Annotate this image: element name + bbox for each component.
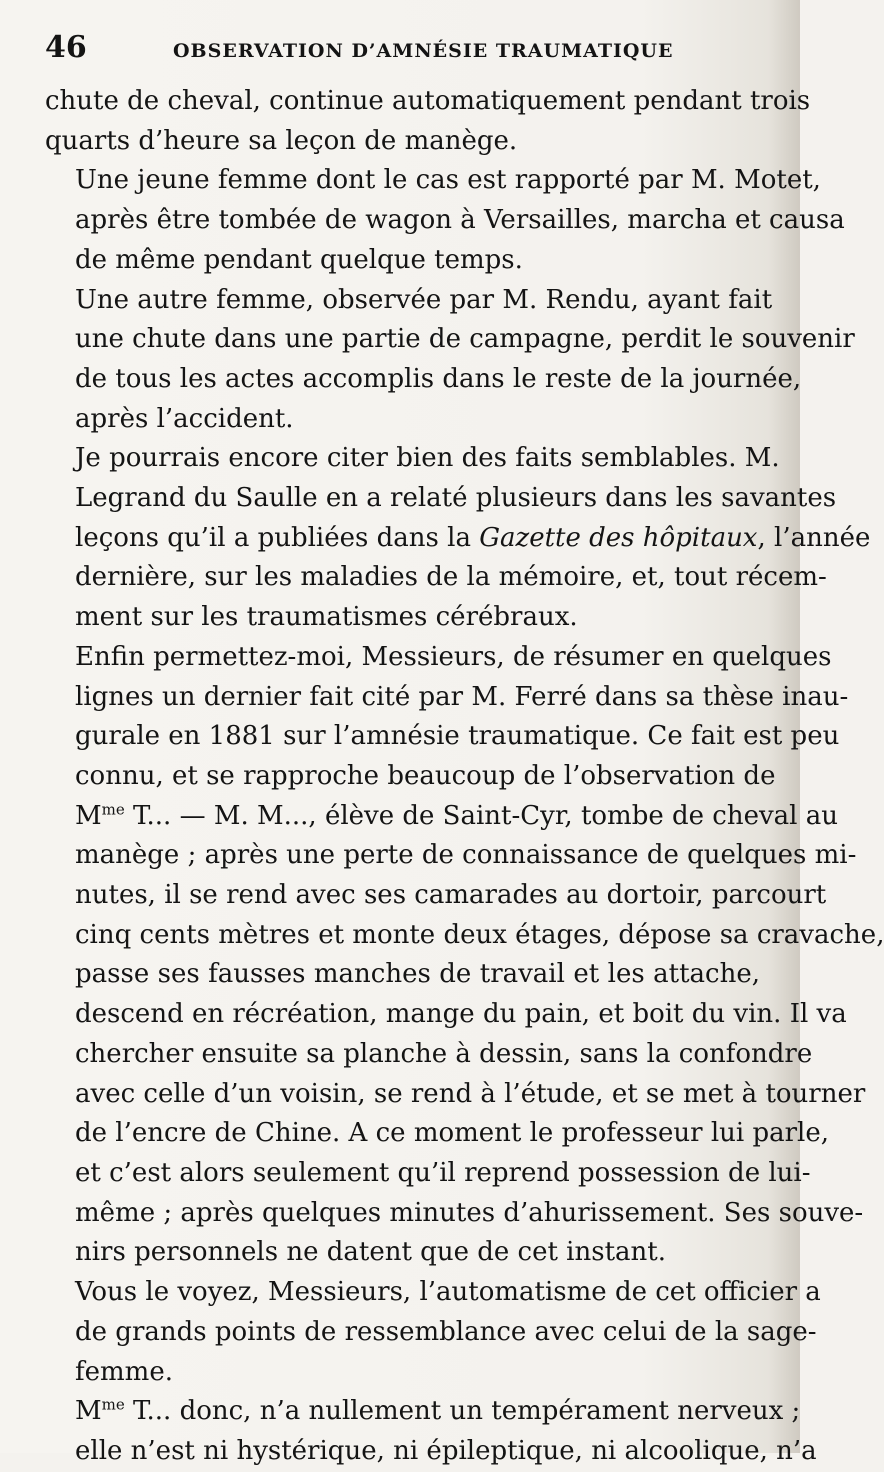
text-line: Une autre femme, observée par M. Rendu, ayant fait xyxy=(75,284,773,315)
text-line: après l’accident. xyxy=(75,403,294,434)
text-line: chercher ensuite sa planche à dessin, sans la confondre xyxy=(75,1038,813,1069)
text-line: Legrand du Saulle en a relaté plusieurs dans les savantes xyxy=(75,483,837,514)
text-line: dernière, sur les maladies de la mémoire, et, tout récem- xyxy=(75,562,827,593)
text-line: lignes un dernier fait cité par M. Ferré dans sa thèse inau- xyxy=(75,681,849,712)
text-line: Enfin permettez-moi, Messieurs, de résumer en quelques xyxy=(75,641,832,672)
text-line: de grands points de ressemblance avec celui de la sage- xyxy=(75,1316,817,1347)
text-line: après être tombée de wagon à Versailles, marcha et causa xyxy=(75,205,845,236)
paragraph xyxy=(45,638,884,1273)
text-line: de tous les actes accomplis dans le reste de la journée, xyxy=(75,363,802,394)
text-line: et c’est alors seulement qu’il reprend possession de lui- xyxy=(75,1157,811,1188)
text-line: elle n’est ni hystérique, ni épileptique, ni alcoolique, n’a xyxy=(75,1435,817,1466)
page-number: 46 xyxy=(45,30,87,65)
text-line: cinq cents mètres et monte deux étages, dépose sa cravache, xyxy=(75,919,884,950)
text-line: leçons qu’il a publiées dans la Gazette des hôpitaux, l’année xyxy=(75,522,871,553)
text-line: passe ses fausses manches de travail et les attache, xyxy=(75,959,760,990)
text-line: $M^{me}$ T... — M. M..., élève de Saint-Cyr, tombe de cheval au xyxy=(75,800,839,831)
paragraph xyxy=(45,1392,817,1471)
text-line: $M^{me}$ T... donc, n’a nullement un tempérament nerveux ; xyxy=(75,1395,801,1427)
text-line: même ; après quelques minutes d’ahurissement. Ses souve- xyxy=(75,1197,864,1228)
paragraph xyxy=(45,281,855,440)
text-line: Vous le voyez, Messieurs, l’automatisme de cet officier a xyxy=(75,1277,821,1308)
text-line: connu, et se rapproche beaucoup de l’observation de xyxy=(75,760,776,791)
text-line: chute de cheval, continue automatiquement pendant trois xyxy=(45,86,811,116)
body-text xyxy=(45,82,884,1472)
paragraph xyxy=(45,1273,821,1392)
text-line: manège ; après une perte de connaissance de quelques mi- xyxy=(75,840,857,871)
text-line: Je pourrais encore citer bien des faits semblables. M. xyxy=(75,443,780,474)
paragraph xyxy=(45,439,871,638)
text-line: ment sur les traumatismes cérébraux. xyxy=(75,602,578,633)
text-line: de même pendant quelque temps. xyxy=(75,244,523,275)
paragraph xyxy=(45,161,845,280)
text-line: nutes, il se rend avec ses camarades au dortoir, parcourt xyxy=(75,880,827,911)
text-line: femme. xyxy=(75,1356,173,1387)
paragraph xyxy=(45,82,811,161)
running-title: OBSERVATION D’AMNÉSIE TRAUMATIQUE xyxy=(173,40,674,62)
text-line: de l’encre de Chine. A ce moment le professeur lui parle, xyxy=(75,1118,830,1149)
text-line: nirs personnels ne datent que de cet instant. xyxy=(75,1237,666,1268)
text-line: descend en récréation, mange du pain, et boit du vin. Il va xyxy=(75,999,847,1030)
text-line: avec celle d’un voisin, se rend à l’étude, et se met à tourner xyxy=(75,1078,866,1109)
text-line: quarts d’heure sa leçon de manège. xyxy=(45,125,518,156)
page-header xyxy=(45,30,760,82)
text-line: gurale en 1881 sur l’amnésie traumatique. Ce fait est peu xyxy=(75,721,840,752)
text-line: une chute dans une partie de campagne, perdit le souvenir xyxy=(75,324,855,355)
text-line: Une jeune femme dont le cas est rapporté par M. Motet, xyxy=(75,165,821,196)
